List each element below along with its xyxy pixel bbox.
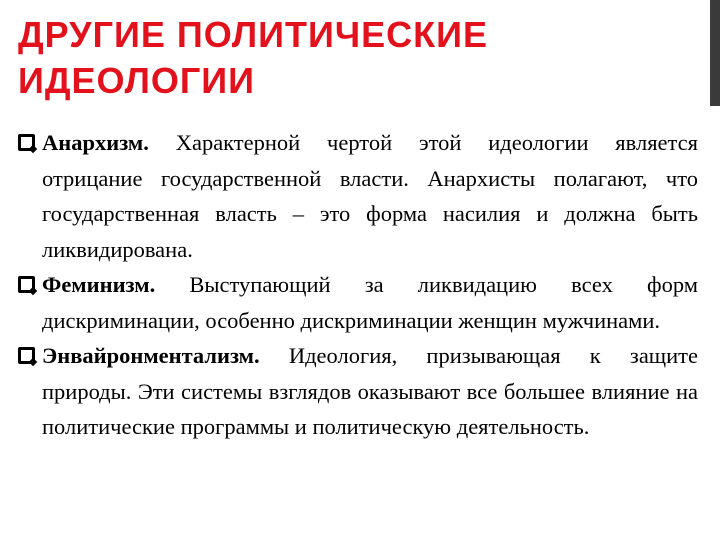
bullet-item-feminism [18,267,698,338]
checkbox-square-icon [18,276,35,293]
bullet-list [18,125,698,445]
side-decoration-bar [710,0,720,540]
bullet-text: Выступающий за ликвидацию всех форм дискриминации, особенно дискриминации женщин мужчинами. [42,272,698,333]
bullet-term: Феминизм. [42,272,156,297]
bullet-term: Энвайронментализм. [42,343,260,368]
checkbox-square-icon [18,347,35,364]
bullet-text: Идеология, призывающая к защите природы. Эти системы взглядов оказывают все большее влияние на политические программы и политическую деятельность. [42,343,698,439]
side-decoration-accent [710,0,720,106]
checkbox-square-icon [18,134,35,151]
bullet-term: Анархизм. [42,130,149,155]
bullet-text: Характерной чертой этой идеологии является отрицание государственной власти. Анархисты полагают, что государственная власть – это форма насилия и должна быть ликвидирована. [42,130,698,262]
bullet-item-anarchism [18,125,698,267]
slide-title: ДРУГИЕ ПОЛИТИЧЕСКИЕ ИДЕОЛОГИИ [18,14,489,101]
bullet-item-environmentalism [18,338,698,445]
